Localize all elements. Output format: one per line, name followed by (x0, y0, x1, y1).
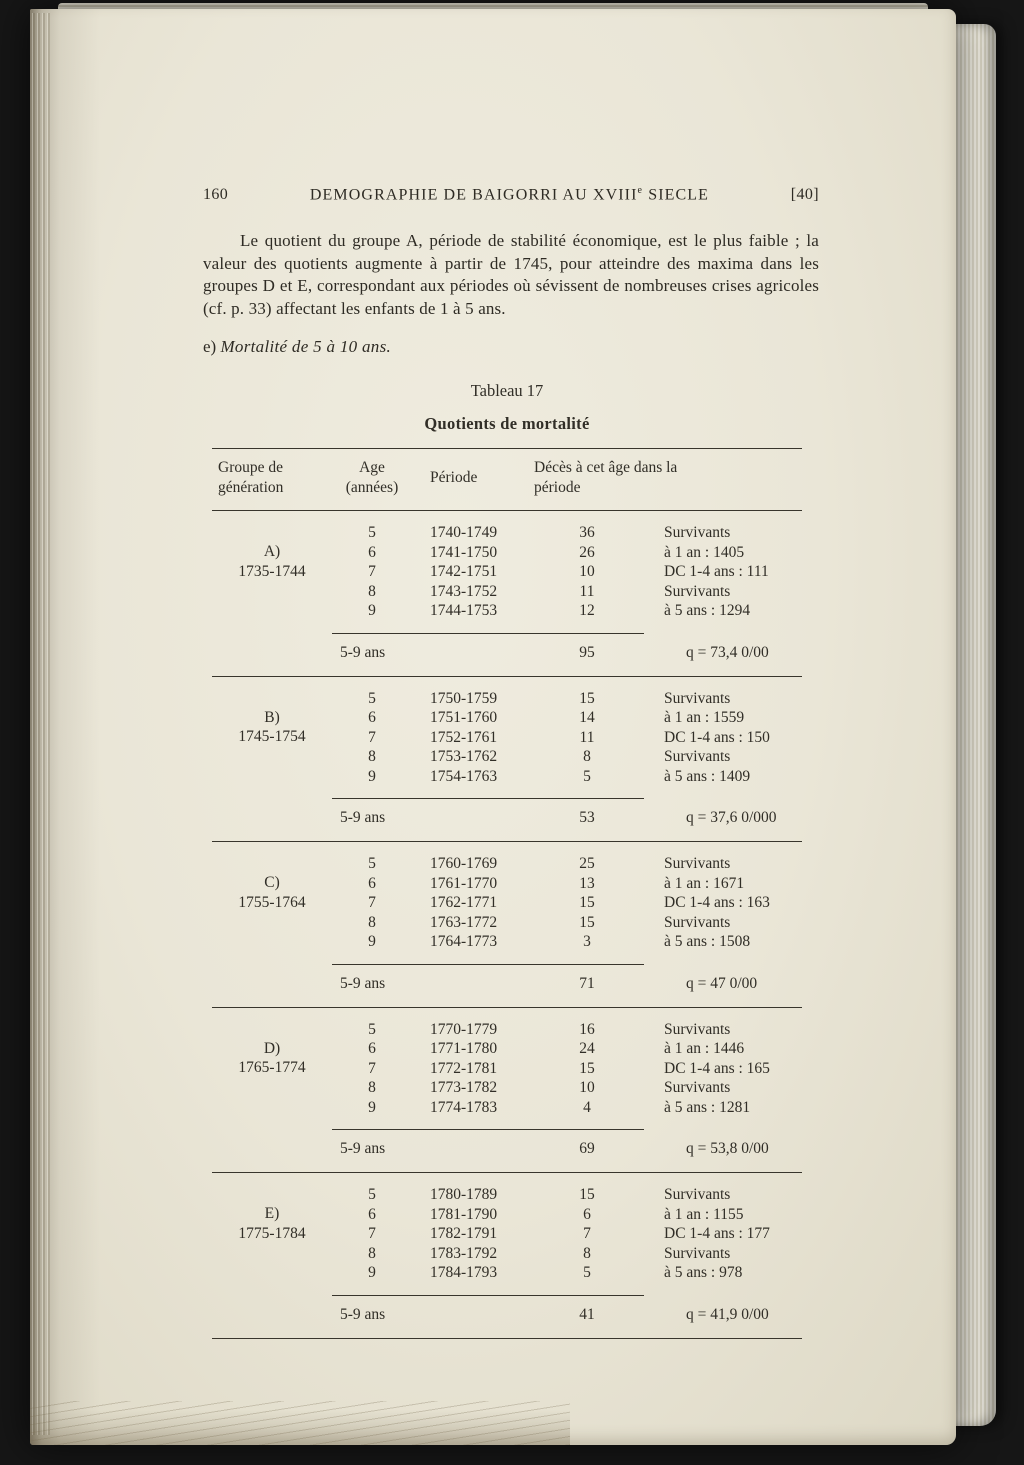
group-rows (212, 523, 802, 621)
cell-periode: 1783-1792 (430, 1244, 498, 1262)
bottom-page-edges (30, 1401, 570, 1445)
cell-age: 7 (368, 894, 376, 912)
table-group (212, 1008, 802, 1174)
cell-periode: 1771-1780 (430, 1040, 498, 1058)
cell-note: à 5 ans : 1508 (664, 933, 751, 951)
cell-note: Survivants (664, 1186, 731, 1204)
cell-note: à 1 an : 1559 (664, 709, 745, 727)
cell-age: 8 (368, 582, 376, 600)
cell-periode: 1760-1769 (430, 855, 498, 873)
cell-note: DC 1-4 ans : 165 (664, 1059, 770, 1077)
running-title: DEMOGRAPHIE DE BAIGORRI AU XVIIIe SIECLE (309, 185, 710, 204)
cell-deces: 11 (579, 582, 595, 600)
cell-deces: 8 (583, 748, 591, 766)
cell-age: 8 (368, 1079, 376, 1097)
cell-periode: 1784-1793 (430, 1264, 498, 1282)
group-label (212, 1020, 332, 1118)
group-letter: C) (264, 874, 280, 892)
cell-age: 7 (368, 1059, 376, 1077)
cell-periode: 1782-1791 (430, 1225, 498, 1243)
group-years: 1765-1774 (238, 1059, 306, 1077)
group-rows (212, 854, 802, 952)
group-letter: E) (264, 1205, 280, 1223)
cell-periode: 1773-1782 (430, 1079, 498, 1097)
cell-age: 5 (368, 855, 376, 873)
subtotal-row (212, 1130, 802, 1172)
cell-periode: 1740-1749 (430, 524, 498, 542)
cell-age: 8 (368, 748, 376, 766)
cell-periode: 1754-1763 (430, 767, 498, 785)
cell-note: Survivants (664, 913, 731, 931)
subtotal-spacer (212, 974, 332, 994)
cell-periode: 1741-1750 (430, 543, 498, 561)
header-deces: Décès à cet âge dans la période (534, 459, 678, 497)
subtotal-row (212, 799, 802, 841)
quotient-value: q = 53,8 0/00 (686, 1140, 769, 1158)
section-heading (203, 337, 819, 357)
cell-age: 5 (368, 1186, 376, 1204)
cell-note: DC 1-4 ans : 150 (664, 728, 770, 746)
cell-deces: 10 (579, 1079, 595, 1097)
group-label (212, 689, 332, 787)
subtotal-label: 5-9 ans (340, 643, 386, 661)
folio-bracket: [40] (790, 186, 819, 204)
cell-age: 9 (368, 602, 376, 620)
subtotal-spacer (212, 1139, 332, 1159)
group-label (212, 854, 332, 952)
subtotal-label: 5-9 ans (340, 1305, 386, 1323)
cell-age: 8 (368, 1244, 376, 1262)
cell-note: Survivants (664, 689, 731, 707)
section-letter: e) (203, 337, 217, 357)
cell-note: Survivants (664, 748, 731, 766)
page-number: 160 (203, 186, 229, 204)
header-periode: Période (430, 469, 478, 487)
group-letter: A) (263, 543, 281, 561)
subtotal-value: 53 (579, 809, 595, 827)
cell-age: 7 (368, 728, 376, 746)
group-label (212, 523, 332, 621)
subtotal-spacer (212, 808, 332, 828)
cell-note: Survivants (664, 855, 731, 873)
cell-deces: 12 (579, 602, 595, 620)
subtotal-spacer (212, 643, 332, 663)
cell-deces: 5 (583, 1264, 591, 1282)
spine-page-edges (32, 13, 50, 1435)
cell-periode: 1762-1771 (430, 894, 498, 912)
cell-deces: 7 (583, 1225, 591, 1243)
table-caption: Tableau 17 (470, 381, 544, 401)
subtotal-label: 5-9 ans (340, 809, 386, 827)
quotient-value: q = 37,6 0/000 (686, 809, 777, 827)
table-group (212, 677, 802, 843)
subtotal-row (212, 1296, 802, 1338)
cell-deces: 6 (583, 1205, 591, 1223)
cell-note: à 1 an : 1405 (664, 543, 745, 561)
cell-deces: 15 (579, 689, 595, 707)
book-page (30, 9, 956, 1445)
cell-deces: 16 (579, 1020, 595, 1038)
cell-note: Survivants (664, 1244, 731, 1262)
cell-deces: 11 (579, 728, 595, 746)
table-subtitle: Quotients de mortalité (424, 414, 590, 434)
cell-periode: 1772-1781 (430, 1059, 498, 1077)
cell-note: à 5 ans : 978 (664, 1264, 743, 1282)
cell-note: Survivants (664, 524, 731, 542)
cell-note: à 1 an : 1671 (664, 874, 745, 892)
cell-age: 7 (368, 1225, 376, 1243)
cell-deces: 13 (579, 874, 595, 892)
cell-age: 8 (368, 913, 376, 931)
cell-periode: 1770-1779 (430, 1020, 498, 1038)
cell-deces: 24 (579, 1040, 595, 1058)
cell-note: DC 1-4 ans : 163 (664, 894, 770, 912)
group-rows (212, 1020, 802, 1118)
cell-age: 9 (368, 933, 376, 951)
cell-age: 5 (368, 524, 376, 542)
cell-periode: 1763-1772 (430, 913, 498, 931)
section-title: Mortalité de 5 à 10 ans. (220, 337, 392, 357)
cell-deces: 4 (583, 1098, 591, 1116)
cell-deces: 8 (583, 1244, 591, 1262)
cell-deces: 25 (579, 855, 595, 873)
table-group (212, 1173, 802, 1339)
table-groups (212, 511, 802, 1339)
cell-deces: 36 (579, 524, 595, 542)
subtotal-value: 69 (579, 1140, 595, 1158)
cell-note: DC 1-4 ans : 177 (664, 1225, 770, 1243)
cell-age: 6 (368, 1205, 376, 1223)
subtotal-spacer (212, 1305, 332, 1325)
subtotal-value: 71 (579, 974, 595, 992)
cell-periode: 1761-1770 (430, 874, 498, 892)
cell-periode: 1744-1753 (430, 602, 498, 620)
table-group (212, 511, 802, 677)
cell-age: 9 (368, 767, 376, 785)
subtotal-row (212, 965, 802, 1007)
cell-age: 6 (368, 543, 376, 561)
cell-note: Survivants (664, 1020, 731, 1038)
cell-periode: 1781-1790 (430, 1205, 498, 1223)
cell-periode: 1742-1751 (430, 563, 498, 581)
page-content (203, 185, 819, 1339)
subtotal-value: 41 (579, 1305, 595, 1323)
cell-note: DC 1-4 ans : 111 (664, 563, 769, 581)
cell-age: 6 (368, 709, 376, 727)
cell-note: Survivants (664, 582, 731, 600)
group-letter: B) (264, 708, 280, 726)
table-header-row (212, 448, 802, 511)
cell-age: 9 (368, 1264, 376, 1282)
header-age: Age (années) (345, 459, 399, 497)
cell-periode: 1774-1783 (430, 1098, 498, 1116)
group-years: 1735-1744 (238, 562, 306, 580)
mortality-table (212, 381, 802, 1339)
cell-deces: 15 (579, 894, 595, 912)
cell-deces: 15 (579, 1059, 595, 1077)
subtotal-row (212, 634, 802, 676)
cell-deces: 10 (579, 563, 595, 581)
group-rows (212, 689, 802, 787)
group-label (212, 1185, 332, 1283)
cell-note: à 1 an : 1446 (664, 1040, 745, 1058)
spine-shadow (30, 9, 100, 1445)
running-header (203, 185, 819, 204)
cell-note: à 5 ans : 1409 (664, 767, 751, 785)
cell-age: 9 (368, 1098, 376, 1116)
subtotal-label: 5-9 ans (340, 1140, 386, 1158)
cell-periode: 1764-1773 (430, 933, 498, 951)
subtotal-value: 95 (579, 643, 595, 661)
group-years: 1775-1784 (238, 1224, 306, 1242)
cell-deces: 15 (579, 913, 595, 931)
cell-periode: 1753-1762 (430, 748, 498, 766)
cell-periode: 1751-1760 (430, 709, 498, 727)
cell-periode: 1743-1752 (430, 582, 498, 600)
group-years: 1745-1754 (238, 728, 306, 746)
group-rows (212, 1185, 802, 1283)
cell-note: à 1 an : 1155 (664, 1205, 744, 1223)
cell-periode: 1752-1761 (430, 728, 498, 746)
subtotal-label: 5-9 ans (340, 974, 386, 992)
table-group (212, 842, 802, 1008)
header-generation: Groupe de génération (218, 459, 284, 497)
quotient-value: q = 41,9 0/00 (686, 1305, 769, 1323)
cell-age: 6 (368, 874, 376, 892)
cell-deces: 3 (583, 933, 591, 951)
cell-deces: 26 (579, 543, 595, 561)
ordinal-superscript: e (637, 185, 644, 196)
cell-note: Survivants (664, 1079, 731, 1097)
cell-age: 5 (368, 1020, 376, 1038)
cell-age: 7 (368, 563, 376, 581)
cell-deces: 14 (579, 709, 595, 727)
group-letter: D) (263, 1039, 281, 1057)
cell-periode: 1750-1759 (430, 689, 498, 707)
cell-note: à 5 ans : 1294 (664, 602, 751, 620)
cell-periode: 1780-1789 (430, 1186, 498, 1204)
quotient-value: q = 73,4 0/00 (686, 643, 769, 661)
cell-note: à 5 ans : 1281 (664, 1098, 751, 1116)
cell-age: 6 (368, 1040, 376, 1058)
quotient-value: q = 47 0/00 (686, 974, 758, 992)
body-paragraph: Le quotient du groupe A, période de stabilité économique, est le plus faible ; la valeur des quotients augmente à partir de 1745, pour atteindre des maxima dans les groupes D et E, correspondant aux périodes où sévissent de nombreuses crises agricoles (cf. p. 33) affectant les enfants de 1 à 5 ans. (203, 231, 819, 318)
cell-deces: 5 (583, 767, 591, 785)
cell-deces: 15 (579, 1186, 595, 1204)
cell-age: 5 (368, 689, 376, 707)
group-years: 1755-1764 (238, 893, 306, 911)
